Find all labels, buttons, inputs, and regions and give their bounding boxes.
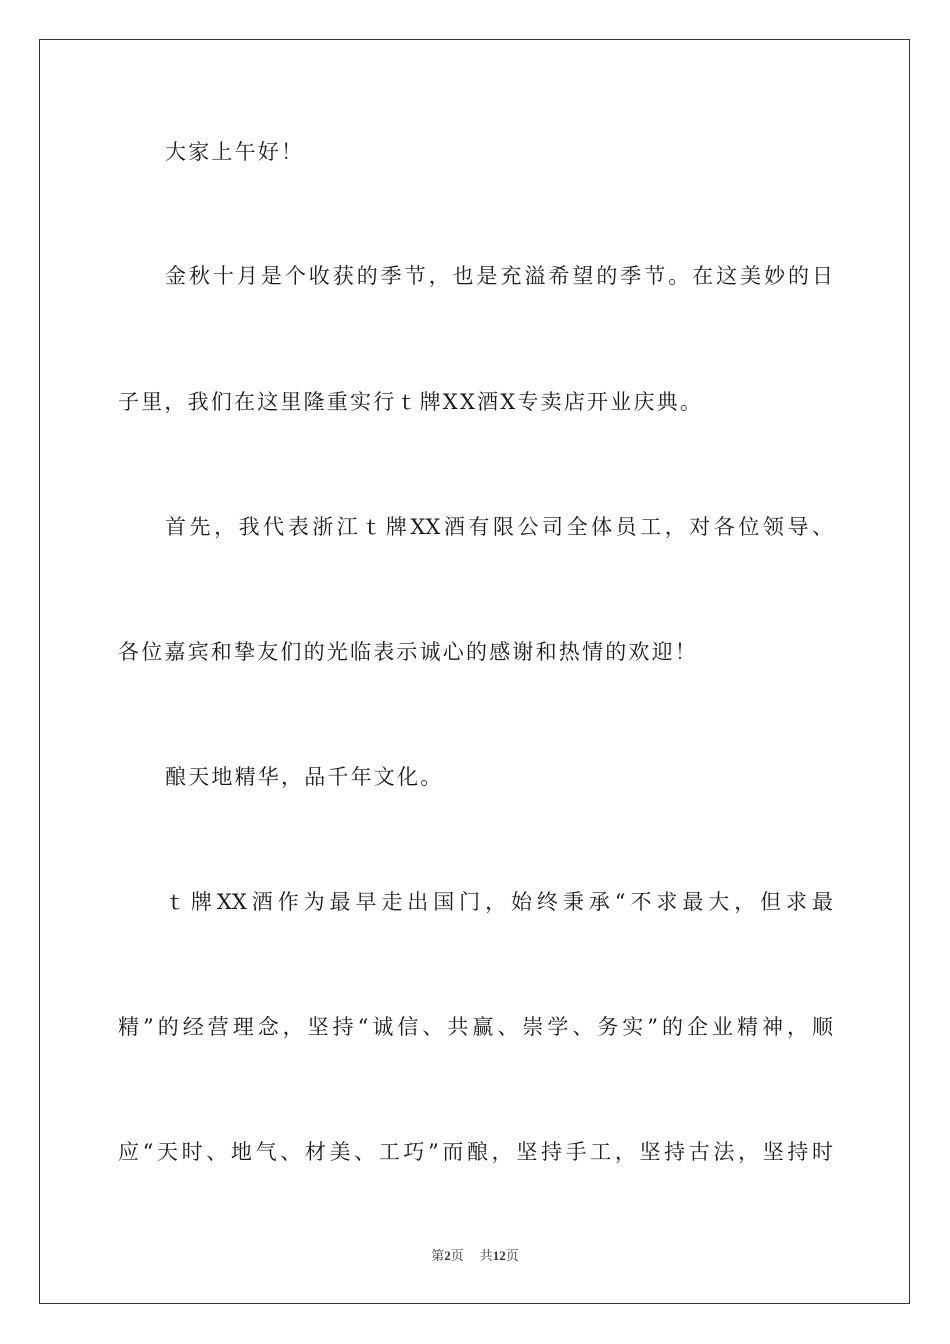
- footer-total-prefix: 共: [479, 1248, 493, 1263]
- page-footer: [0, 1247, 950, 1265]
- text-line-greeting: 大家上午好！: [165, 140, 305, 164]
- text-line: 酿天地精华，品千年文化。: [165, 765, 444, 789]
- text-line: ｔ牌XX酒作为最早走出国门，始终秉承“不求最大，但求最: [165, 890, 833, 914]
- footer-total-suffix: 页: [505, 1248, 519, 1263]
- text-line: 首先，我代表浙江ｔ牌XX酒有限公司全体员工，对各位领导、: [165, 515, 833, 539]
- text-line: 子里，我们在这里隆重实行ｔ牌XX酒X专卖店开业庆典。: [118, 390, 704, 414]
- page-border: [39, 39, 910, 1304]
- text-line: 精”的经营理念，坚持“诚信、共赢、崇学、务实”的企业精神，顺: [118, 1015, 833, 1039]
- text-line: 各位嘉宾和挚友们的光临表示诚心的感谢和热情的欢迎！: [118, 640, 698, 664]
- footer-page-prefix: 第: [431, 1248, 445, 1263]
- text-line: 金秋十月是个收获的季节，也是充溢希望的季节。在这美妙的日: [165, 264, 833, 288]
- footer-total-pages: 12: [492, 1248, 506, 1263]
- footer-page-number: 2: [444, 1248, 451, 1263]
- footer-page-suffix: 页: [450, 1248, 464, 1263]
- text-line: 应“天时、地气、材美、工巧”而酿，坚持手工，坚持古法，坚持时: [118, 1140, 833, 1164]
